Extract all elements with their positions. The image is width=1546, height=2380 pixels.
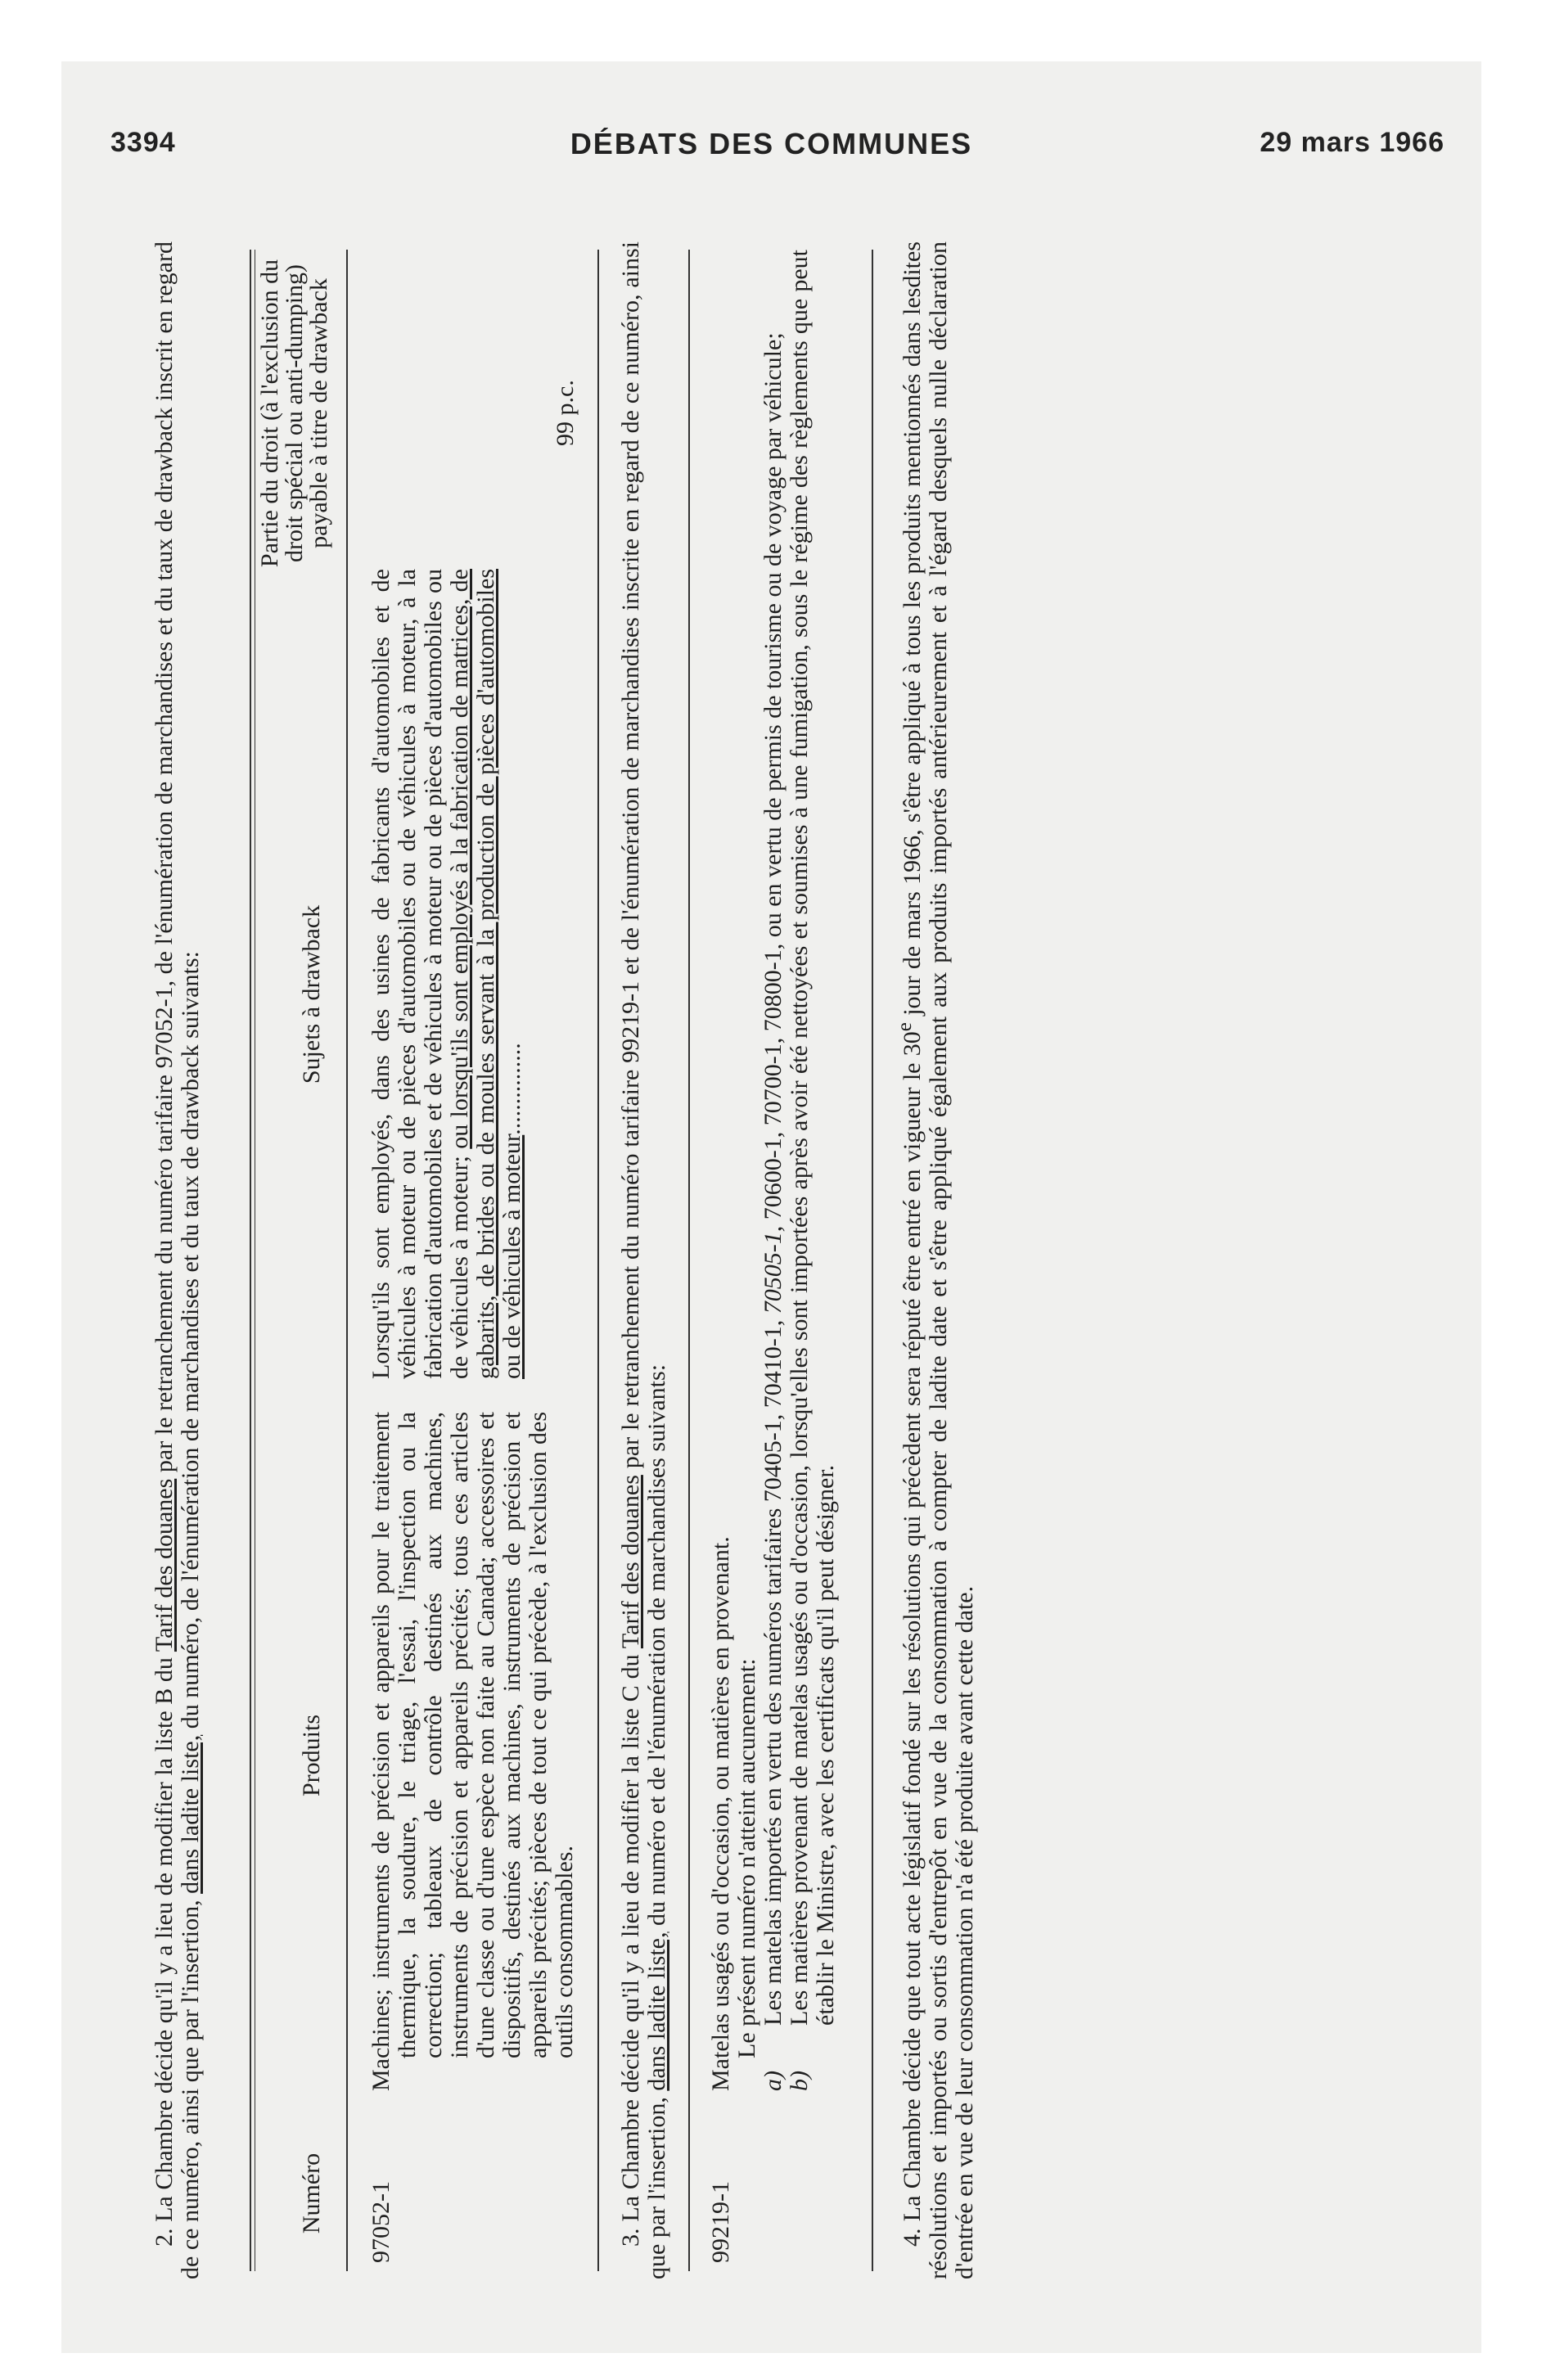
entry-item-b: b)Les matières provenant de matelas usagés ou d'occasion, lorsqu'elles sont importées après avoir été nettoyées et soumises à une fumigation, sous le régime des règlements que peut établir le Ministre, avec les certificats qu'il peut désigner. [786,250,839,2091]
section-2-number: 2. [151,2228,178,2247]
row-number: 97052-1 [367,2181,394,2263]
section-4-number: 4. [899,2228,926,2247]
col-sujets: Sujets à drawback [298,904,325,1084]
row-produits: Machines; instruments de précision et appareils pour le traitement thermique, la soudure, le triage, l'essai, l'inspection ou la correction; tableaux de contrôle destinés aux machines, instruments de précision et appareils précités; tous ces articles d'une classe ou d'une espèce non faite au Canada; accessoires et dispositifs, destinés aux machines, instruments de précision et appareils précités; pièces de tout ce qui précède, à l'exclusion des outils consommables. [367,1412,578,2091]
section-2 [151,241,204,2279]
section-2-text: 2. La Chambre décide qu'il y a lieu de modifier la liste B du Tarif des douanes par le retranchement du numéro tarifaire 97052-1, de l'énumération de marchandises et du taux de drawback inscrit en regard de ce numéro, ainsi que par l'insertion, dans ladite liste, du numéro, de l'énumération de marchandises et du taux de drawback suivants: [151,241,204,2279]
sujets-underlined: ou lorsqu'ils sont employés à la fabrication de matrices, de gabarits, de brides ou de moules servant à la production de pièces d'automobiles ou de véhicules à moteur [446,569,525,1379]
entry-bottom-rule [872,250,873,2271]
tarif-douanes-ref: Tarif des douanes [151,1478,178,1652]
row-taux: 99 p.c. [552,380,579,446]
section-3-text: 3. La Chambre décide qu'il y a lieu de modifier la liste C du Tarif des douanes par le retranchement du numéro tarifaire 99219-1 et de l'énumération de marchandises inscrite en regard de ce numéro, ainsi que par l'insertion, dans ladite liste, du numéro et de l'énumération de marchandises suivants: [617,241,670,2279]
page-title: DÉBATS DES COMMUNES [570,127,973,160]
entry-number: 99219-1 [707,2181,734,2263]
section-4 [892,241,978,2279]
section-3-number: 3. [617,2228,644,2247]
entry-intro: Le présent numéro n'atteint aucunement: [733,1658,760,2058]
table-bottom-rule [597,250,599,2271]
entry-item-a: a)Les matelas importés en vertu des numéros tarifaires 70405-1, 70410-1, 70505-1, 70600-1, 70700-1, 70800-1, ou en vertu de permis de tourisme ou de voyage par véhicule; [759,332,787,2091]
table-top-rule [250,250,251,2271]
scanned-page [61,61,1481,2353]
col-numero: Numéro [298,2152,325,2234]
page-number: 3394 [110,127,176,158]
entry-title: Matelas usagés ou d'occasion, ou matières en provenant. [707,1536,734,2091]
rotated-body [135,184,1412,2279]
col-partie: Partie du droit (à l'exclusion du droit spécial ou anti-dumping) payable à titre de drawback [256,259,332,568]
section-3 [618,241,670,2279]
entry-body [708,250,839,2091]
page [61,61,1481,2353]
section-3-rule [688,250,690,2271]
section-4-text: 4. La Chambre décide que tout acte législatif fondé sur les résolutions qui précèdent sera réputé être entré en vigueur le 30e jour de mars 1966, s'être appliqué à tous les produits mentionnés dans lesdites résolutions et importés ou sortis d'entrepôt en vue de la consommation à compter de ladite date et s'être appliqué également aux produits importés antérieurement et à l'égard desquels nulle déclaration d'entrée en vue de leur consommation n'a été produite avant cette date. [894,241,978,2279]
col-produits: Produits [298,1714,325,1797]
row-sujets: Lorsqu'ils sont employés, dans des usines de fabricants d'automobiles et de véhicules à moteur ou de pièces d'automobiles ou de véhicules à moteur, à la fabrication d'automobiles et de véhicules à moteur ou de pièces d'automobiles ou de véhicules à moteur; ou lorsqu'ils sont employés à la fabrication de matrices, de gabarits, de brides ou de moules servant à la production de pièces d'automobiles ou de véhicules à moteur............... [367,569,525,1379]
table-header-rule [346,250,348,2271]
page-date: 29 mars 1966 [1260,127,1445,158]
